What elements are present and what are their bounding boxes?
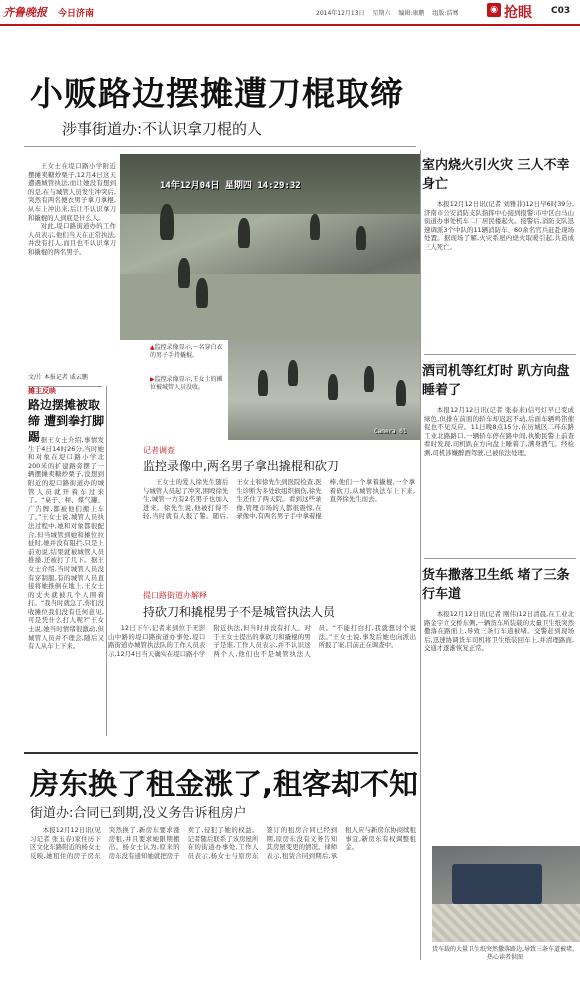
left-story-paragraph: 据王女士介绍,事情发生于4日14时26分,当时她和对象在堤口路小学北200米的扩建路旁摆了一辆摆摊卖糖炒栗子,没想到附近的堤口路街道办的城管人员就开着车过来了。“桌子、秤、煤气罐、广告牌,都被他们搬上车了。”王女士说,城管人员执法过程中,她和对象都很配合,但当城管到她和摊位拉扯时,她并没有阻拦,只是上前劝说,结果就被城管人员推搡,还被打了几下。据王女士介绍,当时城管人员没有穿制服,有的城管人员直接将她推倒在地上,王女士的丈夫就被几个人围着打。“我当时就急了,你们没收摊位我们没有任何意见,可是凭什么打人呢?”王女士说,她当时情绪很激动,但城管人员并不理会,随后又有人从车上下来。 [28,436,104,651]
second-story-headline: 房东换了租金涨了,租客却不知 [30,767,419,801]
spilled-cargo [432,904,580,942]
surveillance-photo-top [120,154,420,340]
eye-icon: ◉ [487,3,501,17]
designer-credit: 组版:浩骞 [432,10,459,17]
person-figure [310,214,320,240]
lead-headline: 小贩路边摆摊遭刀棍取缔 [30,74,404,113]
right-story-2-paragraph: 本报12月12日讯(记者 张泰来)信号灯早已变成绿色,但排在前面的轿车却迟迟不动,后面车辆鸣笛催促也不见反应。11日晚8点15分,在历城区二环东路工业北路路口,一辆轿车停在路中间,执勤民警上前查看时发现,司机趴在方向盘上睡着了,满身酒气。经检测,司机涉嫌醉酒驾驶,已被依法处理。 [424,406,574,457]
person-figure [238,218,250,248]
middle-story-paragraph-1: 王女士的爱人徐先生随后与城管人员起了冲突,围殴徐先生,城管一方有2名男子也加入进来。徐先生说,他被打得不轻,当时就有人报了警。随后,王女士和徐先生到医院检查,医生诊断为多处软组织损伤,徐先生还住了两天院。看到这些录像,管理市场的人都很震惊,在录像中,有两名男子手中拿着棍棒,他们一个拿着撬棍,一个拿着砍刀,从城管执法车上下来,直奔徐先生而去。 [143,478,415,521]
issue-weekday: 星期六 [372,10,391,17]
person-figure [160,204,174,240]
right-story-1-body [424,200,574,348]
section-divider [24,752,418,754]
truck-photo-caption: 货车载的大量卫生纸突然撒落路边,导致三条车道被堵。 热心读者供图 [432,946,578,961]
middle-story-body-1 [143,478,415,584]
middle-story-label-2: 提口路街道办解释 [143,591,207,600]
photo-road [120,274,420,340]
lead-byline: 文/片 本报记者 戚云鹏 [28,374,88,381]
camera-label: Camera 01 [374,428,407,435]
camera-timestamp: 14年12月04日 星期四 14:29:32 [160,181,301,191]
lead-subheadline: 涉事街道办:不认识拿刀棍的人 [62,120,263,138]
right-story-3-paragraph: 本报12月12日讯(记者 刚伟)12日清晨,在工业北路金宇立交桥东侧,一辆货车所装载的大量卫生纸突然撒落在路面上,导致三条行车道被堵。交警赶到现场后,迅速协调货车司机将卫生纸装回车上,并清理路面,交通才逐渐恢复正常。 [424,610,574,653]
arrow-right-icon: ▶ [150,376,155,383]
divider [24,146,416,147]
left-story-label: 摊主反映 [28,387,56,395]
issue-date: 2014年12月13日 [316,10,365,17]
divider [424,558,576,559]
person-figure [258,370,268,396]
right-story-2-body [424,406,574,554]
person-figure [364,366,374,392]
person-figure [356,226,366,250]
truck-photo [432,846,580,942]
corner-section-tag: 抢眼 [504,5,532,21]
middle-story-heading-1: 监控录像中,两名男子拿出撬棍和砍刀 [143,459,339,473]
lead-intro [28,162,116,324]
photo-caption-1 [150,344,224,360]
second-story-paragraph: 本报12月12日讯(见习记者 张玉春)家住历下区文化东路附近的杨女士反映,她租住的房子房东突然换了,新房东要求涨房租,并且要求她限期搬出。杨女士认为,原来的房东没有通知她就把房子卖了,侵犯了她的权益。记者随后联系了该房屋所在的街道办事处,工作人员表示,杨女士与原房东签订的租房合同已经到期,原房东没有义务告知其房屋变更的情况。律师表示,租赁合同到期后,承租人应与新房东协商续租事宜,新房东有权调整租金。 [30,826,416,860]
column-rule [106,386,107,736]
column-rule [420,150,421,960]
person-figure [396,380,406,406]
right-story-2-headline: 酒司机等红灯时 趴方向盘睡着了 [422,364,570,398]
page-number: C03 [551,6,571,16]
lead-intro-paragraph-2: 对此,堤口路街道办的工作人员表示,他们当天在正常执法,并没有打人,而且也不认识拿刀和撬棍的两名男子。 [28,222,116,256]
left-story-headline: 路边摆摊被取缔 遭到拳打脚踢 [28,398,105,444]
left-story-body [28,436,104,736]
right-story-3-headline: 货车撒落卫生纸 堵了三条行车道 [422,568,570,602]
editor-credit: 编辑:康鹏 [398,10,425,17]
right-story-3-body [424,610,574,840]
middle-story-label-1: 记者调查 [143,446,175,455]
masthead [0,0,580,26]
middle-story-paragraph-2: 12日下午,记者来到位于无影山中路的堤口路街道办事处,堤口路街道办城管执法队的工作人员表示,12月4日当天确实在堤口路小学附近执法,但当时并没有打人。对于王女士提出的拿砍刀和撬棍的男子是谁,工作人员表示,并不认识这两个人,他们也不是城管执法人员。“不能打白打,我就想讨个说法。”王女士说,事发后她也向派出所报了案,目前正在调查中。 [108,624,416,658]
lead-intro-paragraph: 王女士在堤口路小学附近摆摊卖糖炒栗子,12月4日这天遭遇城管执法,而让她没有想到的是,在与城管人员发生冲突后,突然有两名便衣男子拿刀拿棍,从车上冲出来,后让不认识拿刀和撬棍的人到底是什么人。 [28,162,116,222]
right-story-1-paragraph: 本报12月12日讯(记者 刘雅菲)12日早6时39分,济南市公安消防支队指挥中心接到报警:市中区白马山街道办事处机车二厂居民楼起火。接警后,消防支队迅速调派3个中队的11辆消防车、60余名官兵赶赴现场处置。据现场了解,火灾系屋内烧火取暖引起,共造成三人死亡。 [424,200,574,251]
surveillance-photo-bottom [228,340,420,440]
right-story-1-headline: 室内烧火引火灾 三人不幸身亡 [422,158,570,192]
person-figure [288,360,298,386]
photo-caption-1-text: 监控录像显示,一名穿白衣的男子手持撬棍。 [150,344,223,359]
person-figure [196,278,208,308]
middle-story-body-2 [108,624,416,740]
divider [424,354,576,355]
section-name: 今日济南 [58,9,95,19]
person-figure [178,258,190,288]
second-story-subheadline: 街道办:合同已到期,没义务告诉租房户 [30,806,247,821]
arrow-up-icon: ▲ [150,344,155,351]
second-story-body [30,826,416,974]
truck-shape [452,864,542,904]
photo-caption-2-text: 监控录像显示,王女士的摊位被城管人员没收。 [150,376,223,391]
date-bar [316,8,464,17]
newspaper-brand: 齐鲁晚报 [3,6,47,19]
middle-story-heading-2: 持砍刀和撬棍男子不是城管执法人员 [143,605,336,619]
photo-caption-2 [150,376,224,392]
person-figure [328,374,338,400]
